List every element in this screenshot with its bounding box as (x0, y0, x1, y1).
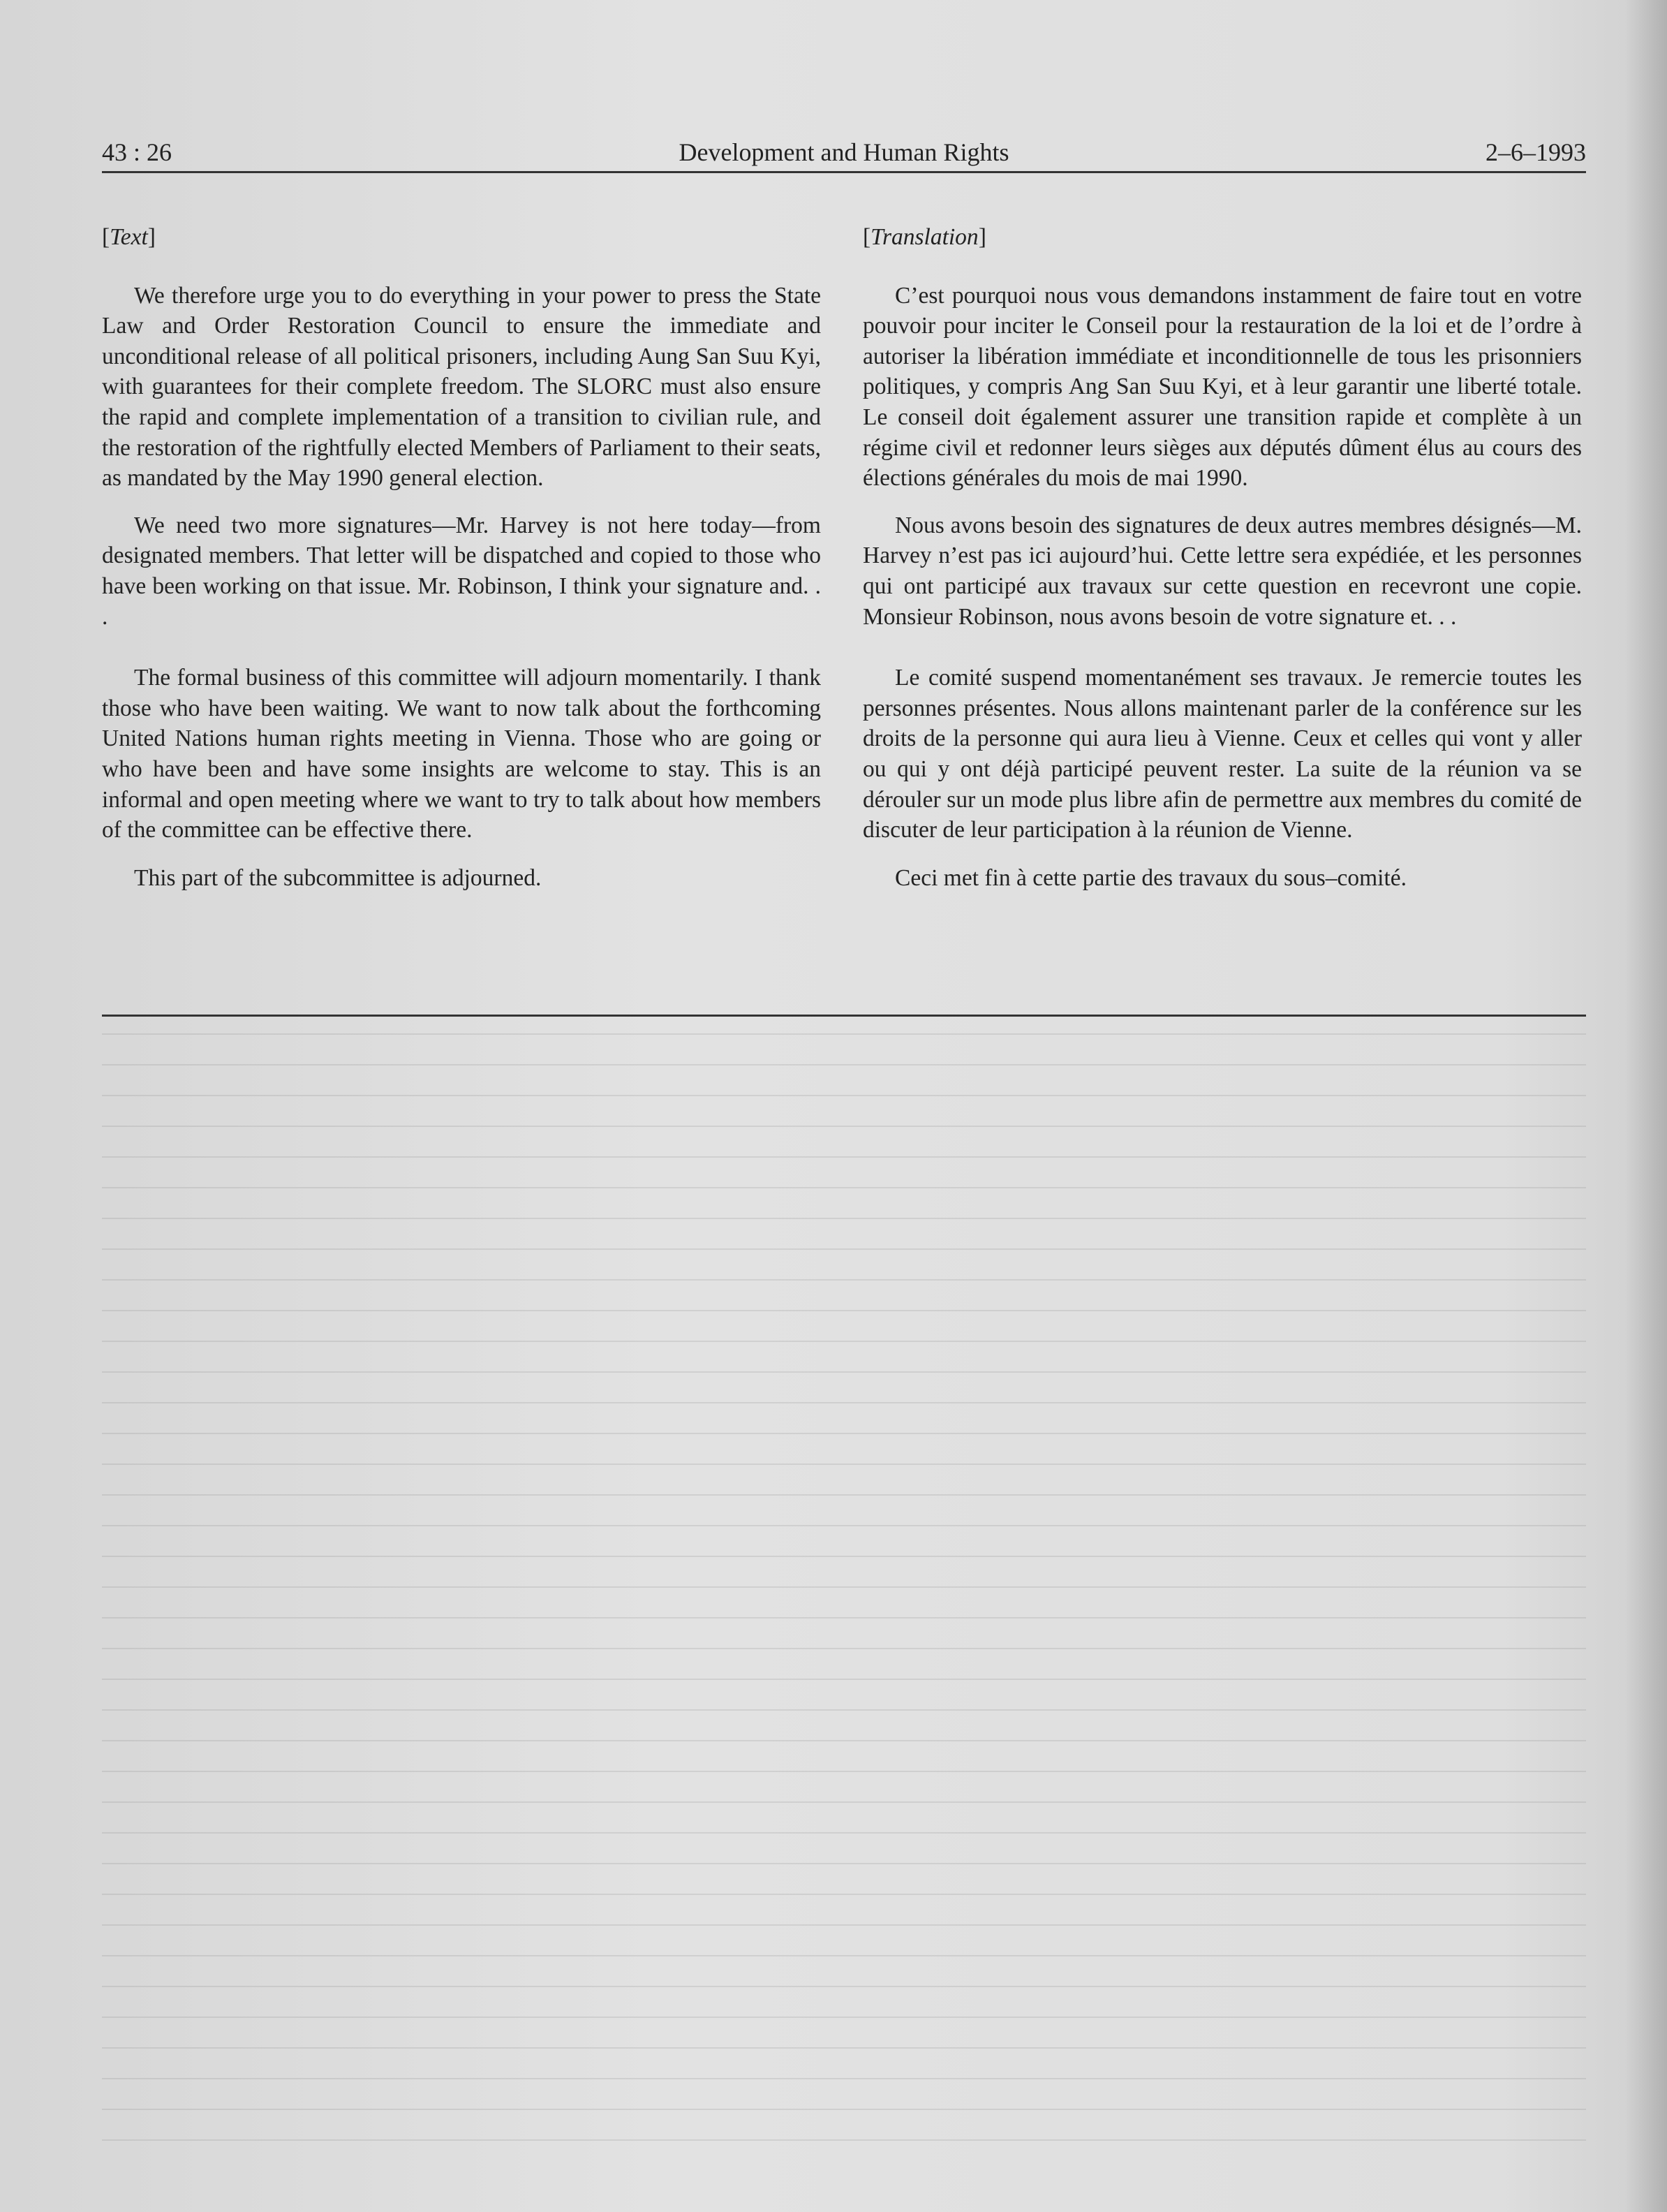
english-column (102, 222, 821, 893)
end-rule (102, 1015, 1586, 1017)
paragraph: We need two more signatures—Mr. Harvey is not here today—from designated members. That letter will be dispatched and copied to those who have been working on that issue. Mr. Robinson, I think your signature and. . . (102, 512, 821, 630)
french-column (863, 222, 1582, 893)
paragraph: The formal business of this committee will adjourn momentarily. I thank those who have been waiting. We want to now talk about the forthcoming United Nations human rights meeting in Vienna. Those who are going or who have been and have some insights are welcome to stay. This is an informal and open meeting where we want to try to talk about how members of the committee can be effective there. (102, 665, 821, 843)
page-edge-shadow (1625, 0, 1667, 2212)
paragraph: C’est pourquoi nous vous demandons instamment de faire tout en votre pouvoir pour inciter le Conseil pour la restauration de la loi et de l’ordre à autoriser la libération immédiate et inconditionnelle de tous les prisonniers politiques, y compris Ang San Suu Kyi, et à leur garantir une liberté totale. Le conseil doit également assurer une transition rapide et complète à un régime civil et redonner leurs sièges aux députés dûment élus au cours des élections générales du mois de mai 1990. (863, 282, 1582, 492)
paragraph: Ceci met fin à cette partie des travaux du sous–comité. (895, 864, 1407, 891)
bleed-through-texture (102, 1033, 1586, 2151)
column-label-translation: [Translation] (863, 224, 986, 250)
header-date: 2–6–1993 (1486, 138, 1586, 166)
paragraph: Nous avons besoin des signatures de deux autres membres désignés—M. Harvey n’est pas ici aujourd’hui. Cette lettre sera expédiée, et les personnes qui ont participé aux travaux sur cette question en recevront une copie. Monsieur Robinson, nous avons besoin de votre signature et. . . (863, 512, 1582, 630)
running-header (102, 134, 1586, 170)
paragraph: Le comité suspend momentanément ses travaux. Je remercie toutes les personnes présentes. Nous allons maintenant parler de la conférence sur les droits de la personne qui aura lieu à Vienne. Ceux et celles qui vont y aller ou qui y ont déjà participé peuvent rester. La suite de la réunion va se dérouler sur un mode plus libre afin de permettre aux membres du comité de discuter de leur participation à la réunion de Vienne. (863, 665, 1582, 843)
header-rule (102, 171, 1586, 173)
running-title: Development and Human Rights (679, 138, 1009, 166)
page-reference: 43 : 26 (102, 138, 172, 166)
paragraph: This part of the subcommittee is adjourned. (134, 864, 542, 891)
column-label-text: [Text] (102, 224, 156, 250)
paragraph: We therefore urge you to do everything in your power to press the State Law and Order Restoration Council to ensure the immediate and unconditional release of all political prisoners, including Aung San Suu Kyi, with guarantees for their complete freedom. The SLORC must also ensure the rapid and complete implementation of a transition to civilian rule, and the restoration of the rightfully elected Members of Parliament to their seats, as mandated by the May 1990 general election. (102, 282, 821, 492)
